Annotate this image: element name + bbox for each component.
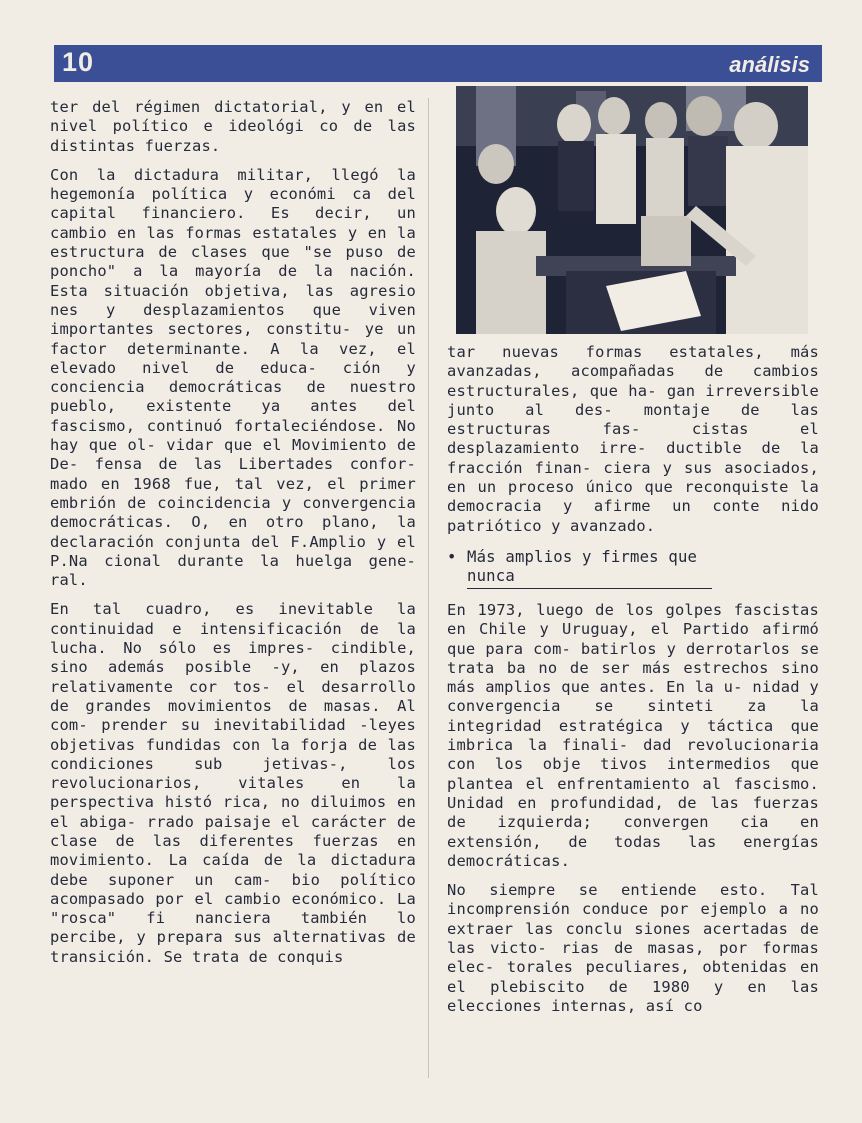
left-paragraph-1: ter del régimen dictatorial, y en el nivel político e ideológi co de las distintas fuerzas. <box>50 98 416 155</box>
section-label: análisis <box>729 52 810 77</box>
page-number: 10 <box>62 47 95 77</box>
header-bar <box>54 45 822 82</box>
bullet-icon: • <box>447 547 457 566</box>
subheading-text: Más amplios y firmes que nunca <box>467 548 712 589</box>
left-paragraph-2: Con la dictadura militar, llegó la hegemonía política y económi ca del capital financiero. Es decir, un cambio en las formas estatales y en la estructura de clases que "se puso de poncho" a la mayoría de la nación. Esta situación objetiva, las agresio nes y desplazamientos que viven importantes sectores, constitu- ye un factor determinante. A la vez, el elevado nivel de educa- ción y conciencia democráticas de nuestro pueblo, existente ya antes del fascismo, continuó fortaleciéndose. No hay que ol- vidar que el Movimiento de De- fensa de las Libertades confor- mado en 1968 fue, tal vez, el primer embrión de coincidencia y convergencia democráticas. O, en otro plano, la declaración conjunta del F.Amplio y el P.Na cional durante la huelga gene- ral. <box>50 165 416 590</box>
photo-illustration <box>456 86 808 334</box>
right-paragraph-1: tar nuevas formas estatales, más avanzadas, acompañadas de cambios estructurales, que ha- gan irreversible junto al des- montaje de las estructuras fas- cistas el desplazamiento irre- ductible de la fracción finan- ciera y sus asociados, en un proceso único que reconquiste la democracia y afirme un conte nido patriótico y avanzado. <box>447 343 819 535</box>
subheading <box>447 548 819 589</box>
news-photo-crowd <box>456 86 808 334</box>
right-column <box>447 343 819 1026</box>
right-paragraph-3: No siempre se entiende esto. Tal incomprensión conduce por ejemplo a no extraer las conclu siones acertadas de las victo- rias de masas, por formas elec- torales peculiares, obtenidas en el plebiscito de 1980 y en las elecciones internas, así co <box>447 881 819 1015</box>
right-paragraph-2: En 1973, luego de los golpes fascistas en Chile y Uruguay, el Partido afirmó que para com- batirlos y derrotarlos se trata ba no de ser más estrechos sino más amplios que antes. En la u- nidad y convergencia se sinteti za la integridad estratégica y táctica que imbrica la finali- dad revolucionaria con los obje tivos intermedios que plantea el enfrentamiento al fascismo. Unidad en profundidad, de las fuerzas de izquierda; convergen cia en extensión, de todas las energías democráticas. <box>447 600 819 870</box>
left-paragraph-3: En tal cuadro, es inevitable la continuidad e intensificación de la lucha. No sólo es impres- cindible, sino además posible -y, en plazos relativamente cor tos- el desarrollo de grandes movimientos de masas. Al com- prender su inevitabilidad -leyes objetivas fundidas con la forja de las condiciones sub jetivas-, los revolucionarios, vitales en la perspectiva histó rica, no diluimos en el abiga- rrado paisaje el carácter de clase de las diferentes fuerzas en movimiento. La caída de la dictadura debe suponer un cam- bio político acompasado por el cambio económico. La "rosca" fi nanciera también lo percibe, y prepara sus alternativas de transición. Se trata de conquis <box>50 600 416 966</box>
column-divider <box>428 98 429 1078</box>
left-column <box>50 98 416 977</box>
